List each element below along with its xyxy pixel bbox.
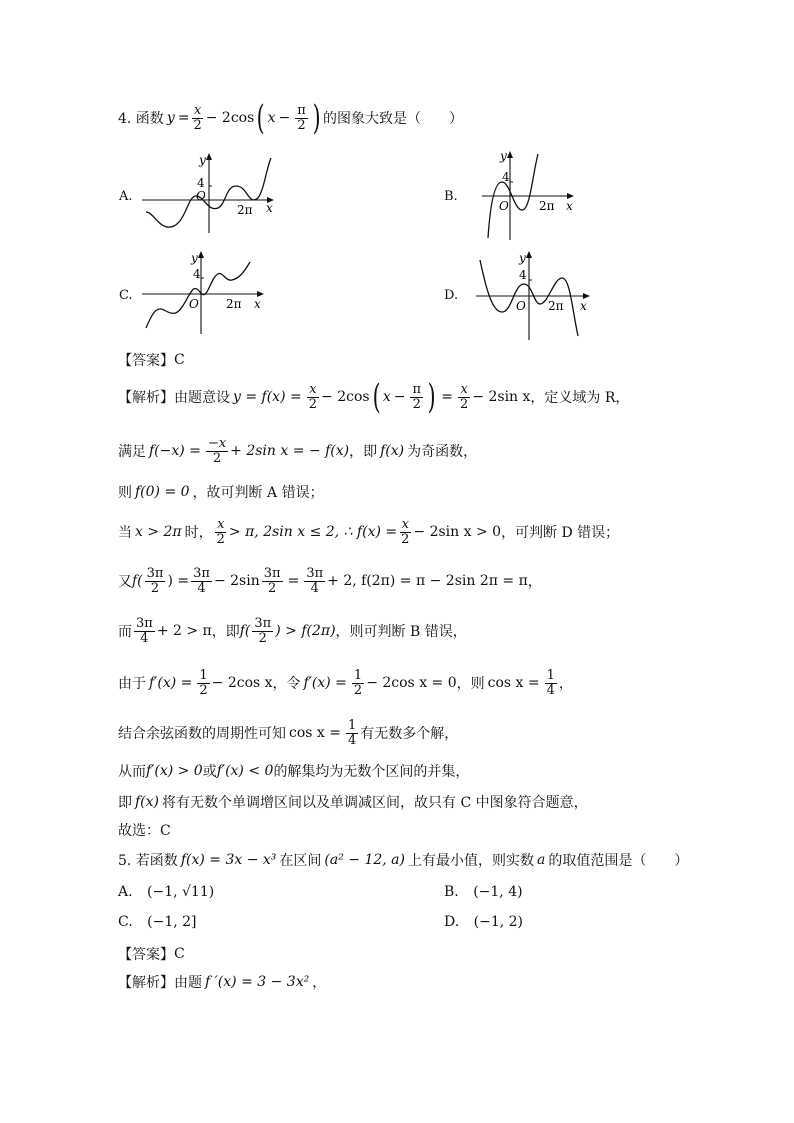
fraction: $\frac{3\pi}{2}$ bbox=[146, 565, 164, 596]
graph-d-x-label: x bbox=[580, 299, 587, 313]
func-y: y bbox=[166, 110, 175, 126]
option-value: (−1, 2) bbox=[473, 914, 524, 930]
fraction: $\frac{1}{2}$ bbox=[199, 667, 208, 698]
math: a bbox=[536, 852, 546, 868]
text: ，即 bbox=[349, 444, 378, 460]
graph-a-twopi: 2π bbox=[237, 203, 253, 217]
answer-5 bbox=[118, 944, 185, 964]
fraction: $\frac{x}{2}$ bbox=[308, 381, 318, 412]
graph-c-y-label: y bbox=[191, 251, 198, 265]
math: − 2sin x > 0 bbox=[413, 524, 502, 540]
math: (a² − 12, a) bbox=[324, 852, 405, 868]
math: f( bbox=[132, 573, 143, 589]
answer-value: C bbox=[174, 946, 185, 962]
text: 又 bbox=[118, 574, 132, 590]
text: 结合余弦函数的周期性可知 bbox=[118, 726, 286, 742]
analysis-5-line-1 bbox=[118, 972, 326, 992]
graph-d bbox=[472, 248, 596, 342]
fraction: $\frac{3\pi}{2}$ bbox=[254, 615, 272, 646]
math: x > 2π bbox=[135, 524, 182, 540]
text: 5. 若函数 bbox=[118, 853, 178, 869]
graph-a-four: 4 bbox=[197, 176, 205, 190]
graph-b-four: 4 bbox=[502, 170, 510, 184]
text: ， bbox=[527, 574, 542, 590]
analysis-4-line-10 bbox=[118, 792, 588, 812]
text: 满足 bbox=[118, 444, 146, 460]
text: 而 bbox=[118, 624, 132, 640]
option-d-label: D. bbox=[444, 288, 459, 303]
text: 有无数多个解， bbox=[360, 726, 459, 742]
graph-d-four: 4 bbox=[519, 268, 527, 282]
fraction: $\frac{1}{2}$ bbox=[353, 667, 363, 698]
graph-b-y-arrow bbox=[507, 151, 513, 158]
text: ， bbox=[312, 975, 327, 991]
text: 为奇函数， bbox=[407, 444, 478, 460]
math: f(−x) = bbox=[149, 443, 201, 459]
math: f( bbox=[239, 623, 251, 639]
paren-close: ) bbox=[427, 377, 436, 417]
fraction: $\frac{x}{2}$ bbox=[216, 516, 225, 547]
analysis-label: 【解析】 bbox=[118, 975, 174, 991]
paren-open: ( bbox=[256, 98, 265, 138]
graph-a bbox=[138, 150, 278, 235]
text: ，则 bbox=[456, 676, 485, 692]
fraction: $\frac{x}{2}$ bbox=[460, 381, 469, 412]
analysis-4-line-6 bbox=[118, 611, 467, 651]
math: cos x = bbox=[289, 725, 341, 741]
question-5-stem bbox=[118, 850, 688, 870]
graph-b-origin: O bbox=[499, 199, 509, 213]
text: 则 bbox=[118, 485, 132, 501]
text: ，定义域为 R， bbox=[530, 390, 630, 406]
option-label: B. bbox=[444, 884, 459, 900]
text: 或 bbox=[202, 764, 217, 780]
text: 当 bbox=[118, 525, 132, 541]
graph-d-origin: O bbox=[516, 299, 526, 313]
graph-c-origin: O bbox=[189, 297, 199, 311]
math: ) = bbox=[167, 573, 190, 589]
option-b-label: B. bbox=[444, 189, 458, 204]
analysis-4-line-2 bbox=[118, 431, 477, 471]
math: y = f(x) = bbox=[233, 389, 302, 405]
answer-label: 【答案】 bbox=[118, 353, 174, 369]
analysis-4-line-5 bbox=[118, 561, 542, 601]
math: = bbox=[287, 573, 300, 589]
text: 故选：C bbox=[118, 823, 171, 839]
question-4-tail: 的图象大致是（ ） bbox=[323, 111, 464, 127]
text: ，可判断 D 错误； bbox=[501, 525, 620, 541]
math: + 2 > π bbox=[156, 623, 212, 639]
fraction: $\frac{3\pi}{4}$ bbox=[136, 615, 153, 646]
math: f(x) bbox=[380, 443, 405, 459]
option-label: D. bbox=[444, 914, 460, 930]
math: − 2cos x = 0 bbox=[366, 675, 457, 691]
math: + 2sin x = − f(x) bbox=[230, 443, 350, 459]
minus-2cos: − 2cos bbox=[205, 110, 255, 126]
text: ，故可判断 A 错误； bbox=[192, 485, 324, 501]
option-value: (−1, √11) bbox=[147, 884, 215, 900]
graph-c-four: 4 bbox=[193, 267, 201, 281]
fraction: $\frac{x}{2}$ bbox=[401, 516, 410, 547]
question-4-number: 4. 函数 bbox=[118, 111, 164, 127]
text: 从而 bbox=[118, 764, 146, 780]
option-label: A. bbox=[118, 884, 133, 900]
math: f(0) = 0 bbox=[135, 484, 190, 500]
graph-c-y-arrow bbox=[198, 251, 204, 258]
option-label: C. bbox=[118, 914, 133, 930]
graph-b-y-label: y bbox=[500, 149, 507, 163]
math: − 2sin bbox=[213, 573, 260, 589]
equals: = bbox=[177, 110, 190, 126]
option-a-label: A. bbox=[119, 189, 133, 204]
q5-option-a bbox=[118, 884, 214, 900]
analysis-4-line-3 bbox=[118, 482, 324, 502]
paren-open: ( bbox=[372, 377, 381, 417]
graph-b-twopi: 2π bbox=[539, 199, 555, 213]
text: 的取值范围是（ ） bbox=[548, 853, 689, 869]
fraction: $\frac{3\pi}{4}$ bbox=[306, 565, 324, 596]
graph-a-y-label: y bbox=[199, 153, 206, 167]
graph-d-y-label: y bbox=[519, 251, 526, 265]
math: f′(x) > 0 bbox=[146, 763, 203, 779]
text: ，即 bbox=[211, 624, 240, 640]
text: 即 bbox=[118, 795, 132, 811]
graph-a-origin: O bbox=[196, 189, 206, 203]
math: > π, 2sin x ≤ 2, ∴ f(x) = bbox=[228, 524, 398, 540]
graph-d-y-arrow bbox=[526, 251, 532, 258]
q5-option-c bbox=[118, 914, 197, 930]
analysis-label: 【解析】 bbox=[118, 390, 174, 406]
math: f(x) = 3x − x³ bbox=[180, 852, 277, 868]
text: 将有无数个单调增区间以及单调减区间，故只有 C 中图象符合题意， bbox=[162, 795, 588, 811]
analysis-4-line-1: 【解析】 由题意设 y = f(x) = $\frac{x}{2}$ − 2cos ( x − $\frac{\pi}{2}$ ) = $\frac{x}{2}$ − 2sin x ，定义域为 R， bbox=[118, 377, 630, 417]
x-var: x bbox=[267, 110, 276, 126]
analysis-4-line-9 bbox=[118, 761, 469, 781]
math: f ′(x) = 3 − 3x² bbox=[205, 974, 310, 990]
analysis-4-line-4 bbox=[118, 512, 619, 552]
math: cos x = bbox=[487, 675, 540, 691]
fraction: $\frac{-x}{2}$ bbox=[207, 435, 227, 466]
fraction: $\frac{1}{4}$ bbox=[347, 717, 357, 748]
graph-a-y-arrow bbox=[206, 153, 212, 160]
math: + 2, f(2π) = π − 2sin 2π = π bbox=[327, 573, 528, 589]
analysis-4-line-7 bbox=[118, 663, 573, 703]
graph-d-twopi: 2π bbox=[548, 299, 564, 313]
text: 的解集均为无数个区间的并集， bbox=[273, 764, 470, 780]
math: x bbox=[382, 389, 391, 405]
fraction-pi-over-2: $\frac{\pi}{2}$ bbox=[297, 102, 306, 133]
math: = bbox=[441, 389, 454, 405]
text: 上有最小值，则实数 bbox=[407, 853, 534, 869]
text: ，则可判断 B 错误， bbox=[335, 624, 467, 640]
math: f′(x) = bbox=[303, 675, 347, 691]
math: − 2sin x bbox=[472, 389, 531, 405]
text: ，令 bbox=[272, 676, 301, 692]
text: 由题 bbox=[174, 975, 202, 991]
answer-value: C bbox=[174, 352, 185, 368]
answer-4 bbox=[118, 350, 185, 370]
math: − 2cos bbox=[321, 389, 370, 405]
fraction: $\frac{3\pi}{2}$ bbox=[263, 565, 281, 596]
graph-b-x-label: x bbox=[566, 199, 573, 213]
q5-option-b bbox=[444, 884, 523, 900]
text: 时， bbox=[184, 525, 213, 541]
text: 由于 bbox=[118, 676, 146, 692]
analysis-4-line-11 bbox=[118, 820, 171, 840]
graph-a-x-label: x bbox=[266, 201, 273, 215]
graph-c-twopi: 2π bbox=[226, 297, 242, 311]
math: f′(x) < 0 bbox=[216, 763, 274, 779]
answer-label: 【答案】 bbox=[118, 947, 174, 963]
text: ， bbox=[558, 676, 573, 692]
text: 在区间 bbox=[279, 853, 322, 869]
math: − 2cos x bbox=[211, 675, 273, 691]
graph-c bbox=[138, 248, 270, 336]
analysis-4-line-8 bbox=[118, 713, 458, 753]
fraction: $\frac{1}{4}$ bbox=[546, 667, 555, 698]
math: ) > f(2π) bbox=[275, 623, 336, 639]
fraction: $\frac{\pi}{2}$ bbox=[412, 381, 422, 412]
fraction-x-over-2: $\frac{x}{2}$ bbox=[193, 102, 202, 133]
q5-option-d bbox=[444, 914, 523, 930]
option-value: (−1, 2] bbox=[147, 914, 197, 930]
paren-close: ) bbox=[312, 98, 321, 138]
graph-b bbox=[462, 148, 580, 243]
math: f′(x) = bbox=[149, 675, 193, 691]
graph-c-x-label: x bbox=[254, 297, 261, 311]
math: f(x) bbox=[135, 794, 160, 810]
fraction: $\frac{3\pi}{4}$ bbox=[193, 565, 210, 596]
option-c-label: C. bbox=[119, 288, 133, 303]
text: 由题意设 bbox=[174, 390, 230, 406]
question-4-stem: 4. 函数 y = $\frac{x}{2}$ − 2cos ( x − $\frac{\pi}{2}$ ) 的图象大致是（ ） bbox=[118, 98, 464, 138]
option-value: (−1, 4) bbox=[473, 884, 523, 900]
